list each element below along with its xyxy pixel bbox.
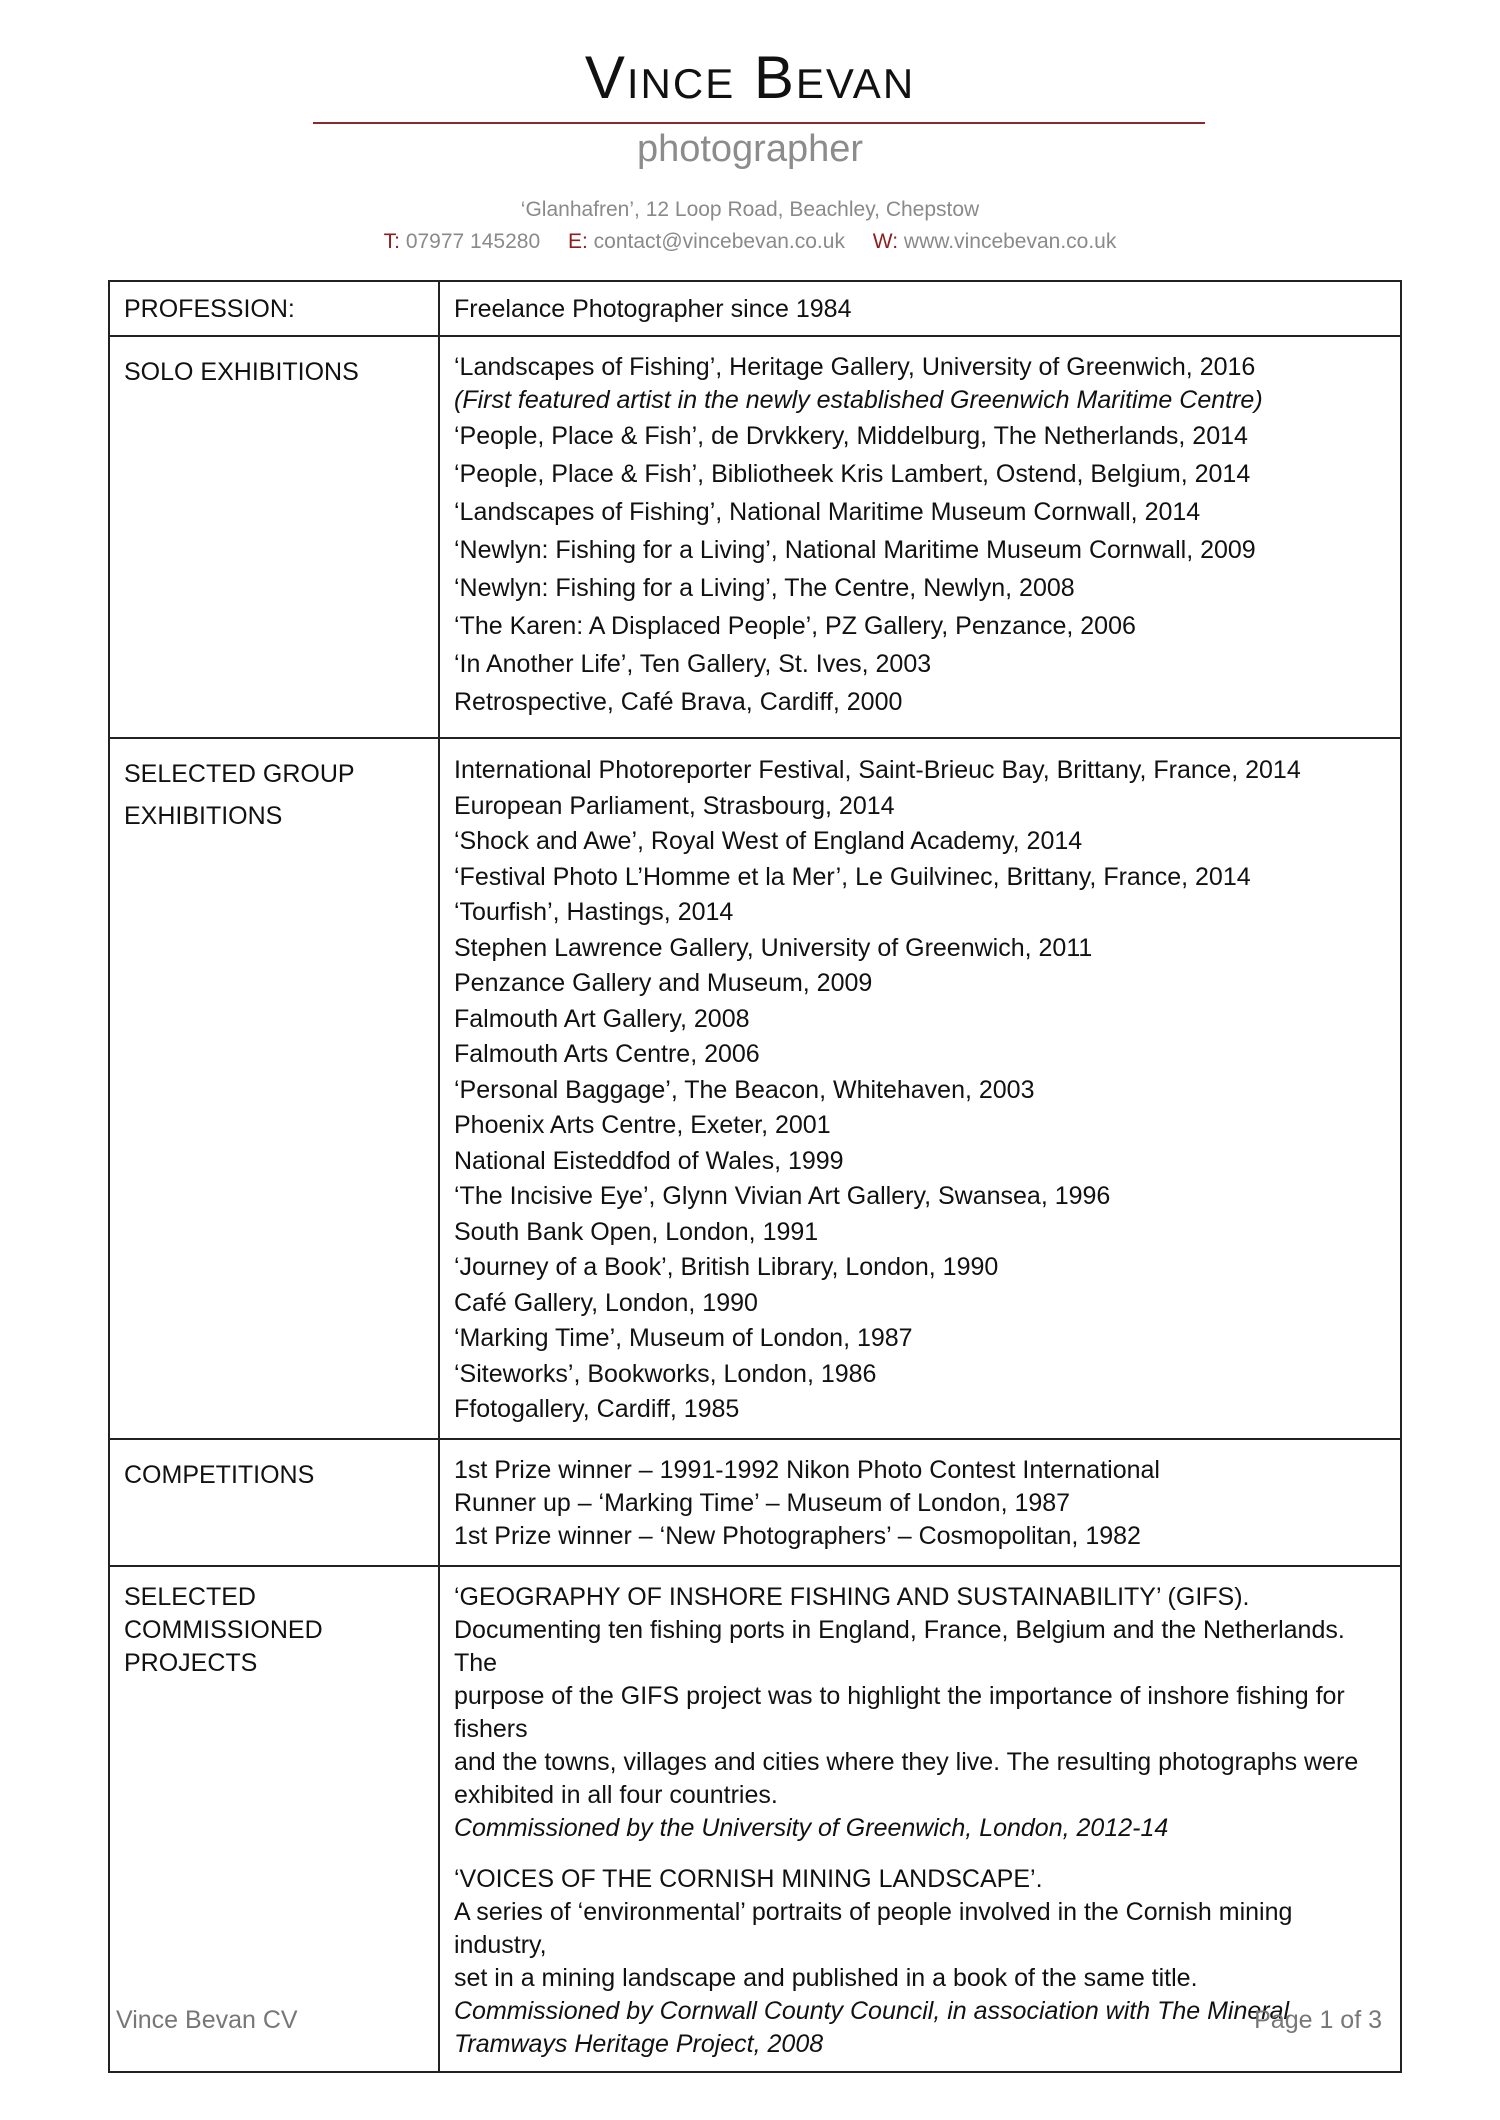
footer-doc-title: Vince Bevan CV bbox=[116, 2006, 298, 2034]
list-item: ‘Shock and Awe’, Royal West of England Academy, 2014 bbox=[454, 827, 1083, 855]
project-title: ‘VOICES OF THE CORNISH MINING LANDSCAPE’. bbox=[454, 1864, 1043, 1893]
cv-name: Vince Bevan bbox=[584, 44, 916, 111]
list-item: Café Gallery, London, 1990 bbox=[454, 1288, 758, 1317]
label-group-line1: SELECTED GROUP bbox=[124, 760, 355, 788]
email-key: E: bbox=[567, 230, 588, 253]
content-solo bbox=[439, 336, 1401, 738]
list-item: ‘The Incisive Eye’, Glynn Vivian Art Gallery, Swansea, 1996 bbox=[454, 1182, 1111, 1210]
project-title: ‘GEOGRAPHY OF INSHORE FISHING AND SUSTAINABILITY’ (GIFS). bbox=[454, 1582, 1250, 1611]
list-item: National Eisteddfod of Wales, 1999 bbox=[454, 1146, 844, 1175]
label-projects-line3: PROJECTS bbox=[124, 1648, 258, 1677]
project-credit: Tramways Heritage Project, 2008 bbox=[454, 2029, 824, 2058]
list-item: ‘Newlyn: Fishing for a Living’, The Centre, Newlyn, 2008 bbox=[454, 574, 1075, 602]
label-group bbox=[109, 738, 439, 1439]
label-projects-line1: SELECTED bbox=[124, 1582, 256, 1611]
list-item: Runner up – ‘Marking Time’ – Museum of London, 1987 bbox=[454, 1488, 1071, 1517]
cv-role: photographer bbox=[636, 128, 864, 170]
list-item: ‘Marking Time’, Museum of London, 1987 bbox=[454, 1324, 913, 1352]
label-competitions: COMPETITIONS bbox=[109, 1439, 439, 1566]
list-item: ‘Journey of a Book’, British Library, London, 1990 bbox=[454, 1253, 999, 1281]
list-item: Phoenix Arts Centre, Exeter, 2001 bbox=[454, 1111, 831, 1139]
list-item: 1st Prize winner – 1991-1992 Nikon Photo Contest International bbox=[454, 1455, 1160, 1484]
list-item: ‘Newlyn: Fishing for a Living’, National Maritime Museum Cornwall, 2009 bbox=[454, 536, 1256, 564]
project-text: set in a mining landscape and published in a book of the same title. bbox=[454, 1963, 1198, 1992]
label-solo: SOLO EXHIBITIONS bbox=[109, 336, 439, 738]
email-value[interactable]: contact@vincebevan.co.uk bbox=[593, 230, 845, 253]
label-group-line2: EXHIBITIONS bbox=[124, 802, 283, 830]
list-item-note: (First featured artist in the newly established Greenwich Maritime Centre) bbox=[454, 386, 1263, 414]
web-key: W: bbox=[872, 230, 899, 253]
label-projects-line2: COMMISSIONED bbox=[124, 1615, 323, 1644]
list-item: Falmouth Art Gallery, 2008 bbox=[454, 1004, 750, 1033]
list-item: ‘Personal Baggage’, The Beacon, Whitehaven, 2003 bbox=[454, 1075, 1035, 1104]
list-item: 1st Prize winner – ‘New Photographers’ – Cosmopolitan, 1982 bbox=[454, 1521, 1141, 1550]
list-item: ‘People, Place & Fish’, de Drvkkery, Middelburg, The Netherlands, 2014 bbox=[454, 422, 1248, 450]
list-item: Ffotogallery, Cardiff, 1985 bbox=[454, 1395, 740, 1423]
list-item: South Bank Open, London, 1991 bbox=[454, 1217, 819, 1246]
contact-line bbox=[0, 230, 1500, 254]
list-item: ‘Landscapes of Fishing’, National Maritime Museum Cornwall, 2014 bbox=[454, 498, 1201, 526]
row-profession bbox=[109, 281, 1401, 336]
content-projects bbox=[439, 1566, 1401, 2072]
list-item: ‘People, Place & Fish’, Bibliotheek Kris Lambert, Ostend, Belgium, 2014 bbox=[454, 460, 1251, 488]
phone-key: T: bbox=[383, 230, 400, 253]
list-item: Retrospective, Café Brava, Cardiff, 2000 bbox=[454, 688, 903, 716]
project-text: exhibited in all four countries. bbox=[454, 1780, 778, 1809]
list-item: Penzance Gallery and Museum, 2009 bbox=[454, 969, 873, 997]
row-group bbox=[109, 738, 1401, 1439]
list-item: Stephen Lawrence Gallery, University of Greenwich, 2011 bbox=[454, 933, 1093, 962]
list-item: European Parliament, Strasbourg, 2014 bbox=[454, 791, 895, 820]
label-profession: PROFESSION: bbox=[109, 281, 439, 336]
project-credit: Commissioned by the University of Greenwich, London, 2012-14 bbox=[454, 1813, 1169, 1842]
list-item: ‘Landscapes of Fishing’, Heritage Gallery, University of Greenwich, 2016 bbox=[454, 353, 1256, 381]
web-value[interactable]: www.vincebevan.co.uk bbox=[903, 230, 1117, 253]
label-projects bbox=[109, 1566, 439, 2072]
project-text: purpose of the GIFS project was to highlight the importance of inshore fishing for fishers bbox=[454, 1681, 1345, 1743]
project-text: Documenting ten fishing ports in England, France, Belgium and the Netherlands. The bbox=[454, 1615, 1345, 1677]
header-divider bbox=[313, 122, 1205, 124]
list-item: ‘Siteworks’, Bookworks, London, 1986 bbox=[454, 1359, 877, 1388]
content-profession bbox=[439, 281, 1401, 336]
profession-line: Freelance Photographer since 1984 bbox=[454, 295, 852, 323]
address: ‘Glanhafren’, 12 Loop Road, Beachley, Chepstow bbox=[520, 198, 980, 221]
row-competitions bbox=[109, 1439, 1401, 1566]
footer-page-number: Page 1 of 3 bbox=[1254, 2006, 1382, 2034]
phone-value: 07977 145280 bbox=[405, 230, 541, 253]
list-item: ‘In Another Life’, Ten Gallery, St. Ives, 2003 bbox=[454, 650, 932, 678]
project-text: and the towns, villages and cities where they live. The resulting photographs were bbox=[454, 1747, 1359, 1776]
row-solo bbox=[109, 336, 1401, 738]
list-item: ‘Tourfish’, Hastings, 2014 bbox=[454, 898, 734, 926]
row-projects bbox=[109, 1566, 1401, 2072]
list-item: International Photoreporter Festival, Saint-Brieuc Bay, Brittany, France, 2014 bbox=[454, 756, 1301, 784]
content-competitions bbox=[439, 1439, 1401, 1566]
cv-table bbox=[108, 280, 1402, 2073]
project-text: A series of ‘environmental’ portraits of people involved in the Cornish mining industry, bbox=[454, 1897, 1293, 1959]
content-group bbox=[439, 738, 1401, 1439]
project-credit: Commissioned by Cornwall County Council, in association with The Mineral bbox=[454, 1996, 1290, 2025]
list-item: ‘The Karen: A Displaced People’, PZ Gallery, Penzance, 2006 bbox=[454, 612, 1136, 640]
list-item: ‘Festival Photo L’Homme et la Mer’, Le Guilvinec, Brittany, France, 2014 bbox=[454, 862, 1251, 891]
list-item: Falmouth Arts Centre, 2006 bbox=[454, 1040, 760, 1068]
